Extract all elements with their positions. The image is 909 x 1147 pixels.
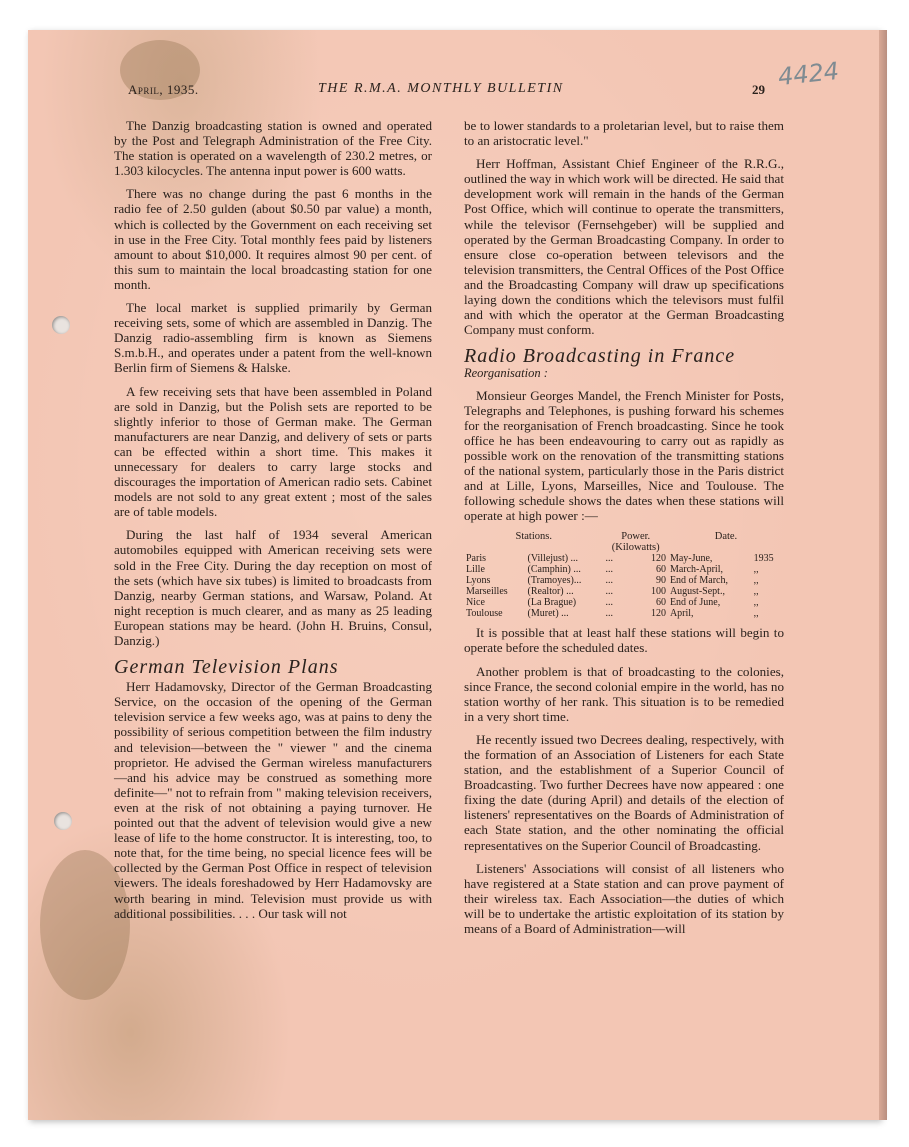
table-cell: ... xyxy=(605,586,613,598)
section-heading: Radio Broadcasting in France xyxy=(464,345,736,368)
paragraph: During the last half of 1934 several American automobiles equipped with American receiving sets were sold in the Free City. During the day reception on most of the sets (which have six tubes) is limited to broadcasts from Danzig, nearby German stations, and Warsaw, Poland. At night reception is much clearer, and as many as 25 leading European stations may be heard. (John H. Bruins, Consul, Danzig.) xyxy=(114,527,432,648)
table-cell: March-April, xyxy=(669,564,723,576)
table-row xyxy=(464,564,784,575)
table-row xyxy=(464,608,784,619)
table-cell: ,, xyxy=(753,608,759,620)
paragraph: He recently issued two Decrees dealing, respectively, with the formation of an Association of Listeners for each State station, and the establishment of a Superior Council of Broadcasting. Two further Decrees have now appeared : one fixing the date (during April) and details of the election of listeners' representatives on the Boards of Administration of each State station, and the other nominating the official representatives on the Superior Council of Broadcasting. xyxy=(464,731,784,853)
issue-date: April, 1935. xyxy=(128,82,199,97)
publication-title: THE R.M.A. MONTHLY BULLETIN xyxy=(318,81,564,96)
table-cell: (Tramoyes)... xyxy=(527,575,582,587)
table-cell: ... xyxy=(605,575,613,587)
table-cell: End of March, xyxy=(669,575,728,587)
table-row xyxy=(464,597,784,608)
table-cell: May-June, xyxy=(669,553,713,565)
table-row xyxy=(464,553,784,564)
table-header: Stations. xyxy=(515,531,552,543)
table-cell: ... xyxy=(605,553,613,565)
table-cell: Lyons xyxy=(466,575,491,587)
table-header: Date. xyxy=(714,531,738,543)
table-header: Power. xyxy=(621,531,651,543)
table-cell: ... xyxy=(605,564,613,576)
paragraph: Herr Hoffman, Assistant Chief Engineer of the R.R.G., outlined the way in which work will be directed. He said that development work will remain in the hands of the German Post Office, which will continue to operate the transmitters, while the televisor (Fernsehgeber) will be supplied and operated by the German Broadcasting Company. In order to ensure close co-operation between televisors and the television transmitters, the Central Offices of the Post Office and the Broadcasting Company will draw up specifications laying down the conditions which the televisors must fulfil and with which the operator at the German Broadcasting Company must conform. xyxy=(464,156,784,338)
table-cell: 90 xyxy=(655,575,666,587)
page-edge xyxy=(879,30,887,1120)
paragraph: Monsieur Georges Mandel, the French Minister for Posts, Telegraphs and Telephones, is pushing forward his schemes for the reorganisation of French broadcasting. Since he took office he has been endeavouring to carry out as rapidly as possible work on the renovation of the transmitting stations of the national system, particularly those in the Paris district and at Lille, Lyons, Marseilles, Nice and Toulouse. The following schedule shows the dates when these stations will operate at high power :— xyxy=(464,387,784,524)
table-cell: Marseilles xyxy=(466,586,508,598)
table-cell: ,, xyxy=(753,597,759,609)
table-cell: Nice xyxy=(466,597,485,609)
table-cell: ,, xyxy=(753,586,759,598)
table-cell: 60 xyxy=(655,597,666,609)
table-cell: ... xyxy=(605,608,613,620)
paragraph: Another problem is that of broadcasting to the colonies, since France, the second colonial empire in the world, has no station worthy of her rank. This situation is to be remedied in a very short time. xyxy=(464,663,784,724)
table-cell: (Villejust) ... xyxy=(527,553,579,565)
table-cell: (Realtor) ... xyxy=(527,586,574,598)
table-cell: Toulouse xyxy=(466,608,503,620)
handwritten-annotation: 4424 xyxy=(776,56,841,92)
paragraph: There was no change during the past 6 months in the radio fee of 2.50 gulden (about $0.50 par value) a month, which is collected by the Government on each receiving set in use in the Free City. Total monthly fees paid by listeners amount to about $10,000. It requires almost 90 per cent. of this sum to maintain the local broadcasting station for one month. xyxy=(114,186,432,292)
table-cell: Paris xyxy=(466,553,486,565)
table-cell: 120 xyxy=(650,553,666,565)
paragraph: A few receiving sets that have been assembled in Poland are sold in Danzig, but the Polish sets are reported to be slightly inferior to those of German make. The German manufacturers are near Danzig, and delivery of sets or parts can be effected within a short time. This makes it unnecessary for dealers to carry large stocks and discourages the importation of American radio sets. Cabinet models are not sold to any great extent ; most of the sales are of table models. xyxy=(114,383,432,520)
page-number: 29 xyxy=(752,82,765,97)
paragraph: The local market is supplied primarily by German receiving sets, some of which are assembled in Danzig. The Danzig radio-assembling firm is known as Siemens S.m.b.H., and operates under a patent from the well-known Berlin firm of Siemens & Halske. xyxy=(114,300,432,376)
paragraph: The Danzig broadcasting station is owned and operated by the Post and Telegraph Administration of the Free City. The station is operated on a wavelength of 230.2 metres, or 1.303 kilocycles. The antenna input power is 600 watts. xyxy=(114,118,432,179)
table-cell: (Muret) ... xyxy=(527,608,569,620)
table-row xyxy=(464,586,784,597)
running-header xyxy=(128,80,768,100)
table-cell: ,, xyxy=(753,564,759,576)
paragraph: Herr Hadamovsky, Director of the German Broadcasting Service, on the occasion of the opening of the German television service a few weeks ago, was at pains to deny the possibility of serious competition between the film industry and television—between the " viewer " and the cinema proprietor. He advised the German wireless manufacturers—and his advice may be construed as something more definite—" not to refrain from " making television receivers, even at the risk of not obtaining a paying turnover. He pointed out that the advent of television would give a new lease of life to the home constructor. It is interesting, too, to note that, for the time being, no special licence fees will be collected by the German Post Office in respect of television viewers. The ideals foreshadowed by Herr Hadamovsky are worth bearing in mind. Television must provide us with additional possibilities. . . . Our task will not xyxy=(114,679,432,921)
table-cell: 60 xyxy=(655,564,666,576)
table-cell: (La Brague) xyxy=(527,597,577,609)
table-cell: 1935 xyxy=(753,553,774,565)
table-row xyxy=(464,575,784,586)
section-subheading: Reorganisation : xyxy=(464,366,548,381)
table-subheader: (Kilowatts) xyxy=(611,542,660,554)
paragraph: Listeners' Associations will consist of all listeners who have registered at a State station and can prove payment of their wireless tax. Each Association—the duties of which will be to undertake the artistic exploitation of its station by means of a Board of Administration—will xyxy=(464,860,784,937)
table-cell: End of June, xyxy=(669,597,721,609)
punch-hole xyxy=(54,812,72,830)
station-schedule-table xyxy=(464,531,784,619)
paragraph-continuation: be to lower standards to a proletarian level, but to raise them to an aristocratic level." xyxy=(464,118,784,149)
table-cell: ... xyxy=(605,597,613,609)
table-cell: ,, xyxy=(753,575,759,587)
table-cell: 100 xyxy=(650,586,666,598)
paragraph: It is possible that at least half these stations will begin to operate before the scheduled dates. xyxy=(464,625,784,656)
table-cell: 120 xyxy=(650,608,666,620)
table-cell: Lille xyxy=(466,564,485,576)
section-heading: German Television Plans xyxy=(114,656,339,679)
table-cell: April, xyxy=(669,608,694,620)
right-column xyxy=(464,118,784,944)
table-cell: (Camphin) ... xyxy=(527,564,581,576)
left-column xyxy=(114,118,432,929)
table-cell: August-Sept., xyxy=(669,586,725,598)
punch-hole xyxy=(52,316,70,334)
